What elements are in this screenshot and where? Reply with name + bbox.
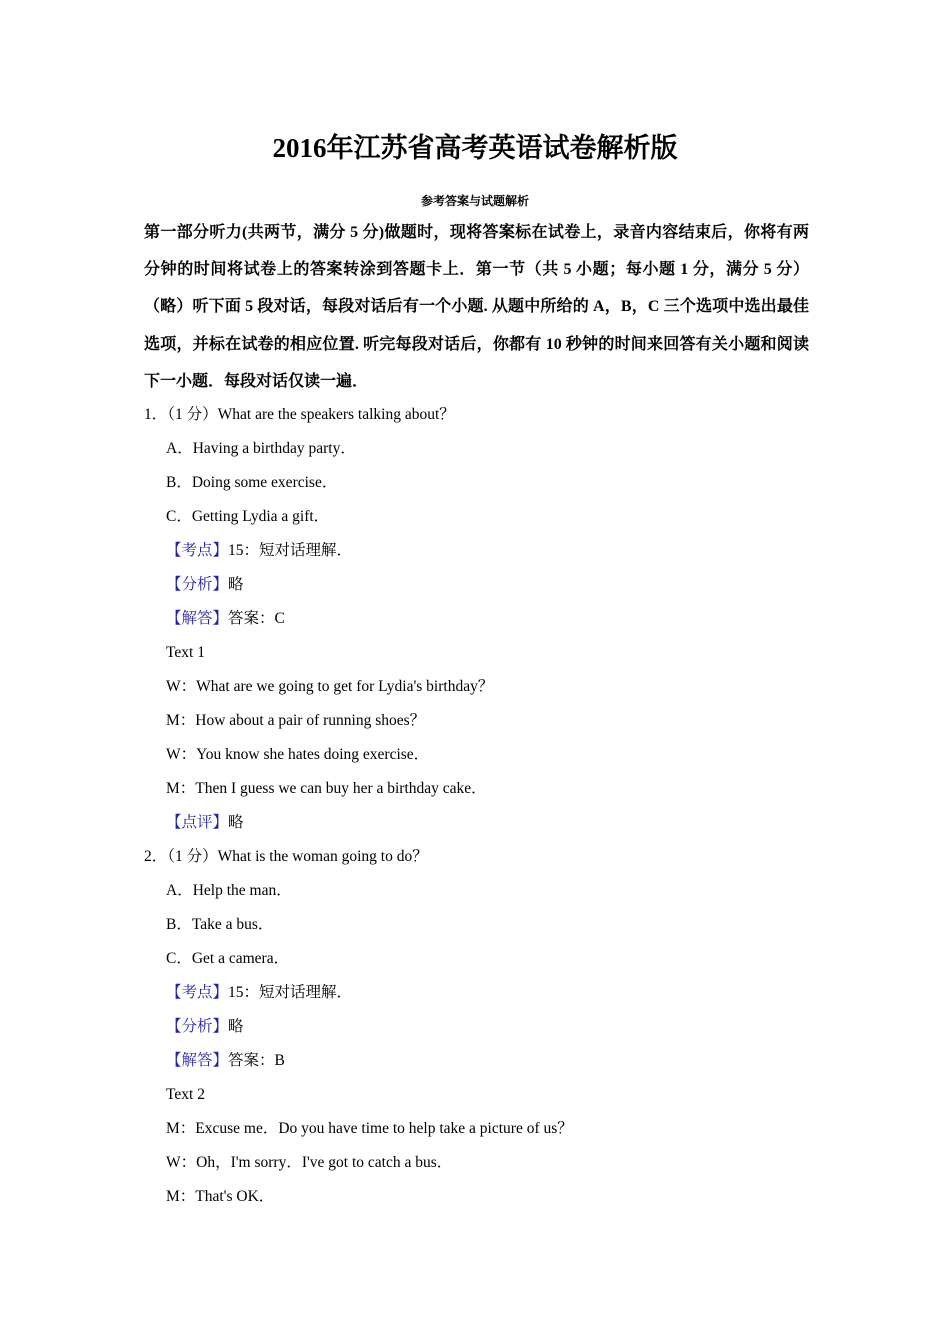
dialogue-line: W：You know she hates doing exercise． xyxy=(166,746,430,763)
dianping-text: 略 xyxy=(228,814,244,831)
dialogue-line: W：Oh，I'm sorry．I've got to catch a bus． xyxy=(166,1154,453,1171)
question-2-text-title: Text 2 xyxy=(166,1086,205,1103)
question-1-option-c: C．Getting Lydia a gift． xyxy=(166,508,330,525)
jieda-text: 答案：C xyxy=(228,610,285,627)
jieda-tag: 【解答】 xyxy=(166,610,229,627)
fenxi-text: 略 xyxy=(228,576,244,593)
question-2-option-c: C．Get a camera． xyxy=(166,950,290,967)
dialogue-line: M：Then I guess we can buy her a birthday cake． xyxy=(166,780,487,797)
question-2-stem: 2．（1 分）What is the woman going to do？ xyxy=(144,848,428,865)
question-1-kaodian xyxy=(166,540,352,562)
dialogue-line: M：How about a pair of running shoes？ xyxy=(166,712,426,729)
jieda-tag: 【解答】 xyxy=(166,1052,229,1069)
dialogue-line: W：What are we going to get for Lydia's birthday？ xyxy=(166,678,494,695)
question-2-kaodian xyxy=(166,982,352,1004)
kaodian-text: 15：短对话理解． xyxy=(228,984,353,1001)
question-1-fenxi xyxy=(166,574,244,596)
fenxi-tag: 【分析】 xyxy=(166,1018,229,1035)
question-1-dianping xyxy=(166,812,244,834)
question-1-option-a: A．Having a birthday party． xyxy=(166,440,356,457)
question-2-jieda xyxy=(166,1050,285,1072)
jieda-text: 答案：B xyxy=(228,1052,285,1069)
question-1-stem: 1．（1 分）What are the speakers talking about？ xyxy=(144,406,455,423)
dialogue-line: M：Excuse me．Do you have time to help take a picture of us？ xyxy=(166,1120,573,1137)
dianping-tag: 【点评】 xyxy=(166,814,229,831)
kaodian-tag: 【考点】 xyxy=(166,542,229,559)
question-2-option-b: B．Take a bus． xyxy=(166,916,274,933)
kaodian-tag: 【考点】 xyxy=(166,984,229,1001)
question-2-option-a: A．Help the man． xyxy=(166,882,292,899)
fenxi-text: 略 xyxy=(228,1018,244,1035)
kaodian-text: 15：短对话理解． xyxy=(228,542,353,559)
section-intro: 第一部分听力(共两节，满分 5 分)做题时，现将答案标在试卷上，录音内容结束后，你将有两分钟的时间将试卷上的答案转涂到答题卡上．第一节（共 5 小题；每小题 1 分，满分 5 分）（略）听下面 5 段对话，每段对话后有一个小题. 从题中所给的 A，B，C 三个选项中选出最佳选项，并标在试卷的相应位置. 听完每段对话后，你都有 10 秒钟的时间来回答有关小题和阅读下一小题．每段对话仅读一遍． xyxy=(144,224,809,390)
dialogue-line: M：That's OK． xyxy=(166,1188,275,1205)
question-1-jieda xyxy=(166,608,285,630)
question-1-text-title: Text 1 xyxy=(166,644,205,661)
document-title: 2016年江苏省高考英语试卷解析版 xyxy=(272,133,678,163)
question-1-option-b: B．Doing some exercise． xyxy=(166,474,338,491)
document-subtitle: 参考答案与试题解析 xyxy=(420,194,529,208)
question-2-fenxi xyxy=(166,1016,244,1038)
fenxi-tag: 【分析】 xyxy=(166,576,229,593)
